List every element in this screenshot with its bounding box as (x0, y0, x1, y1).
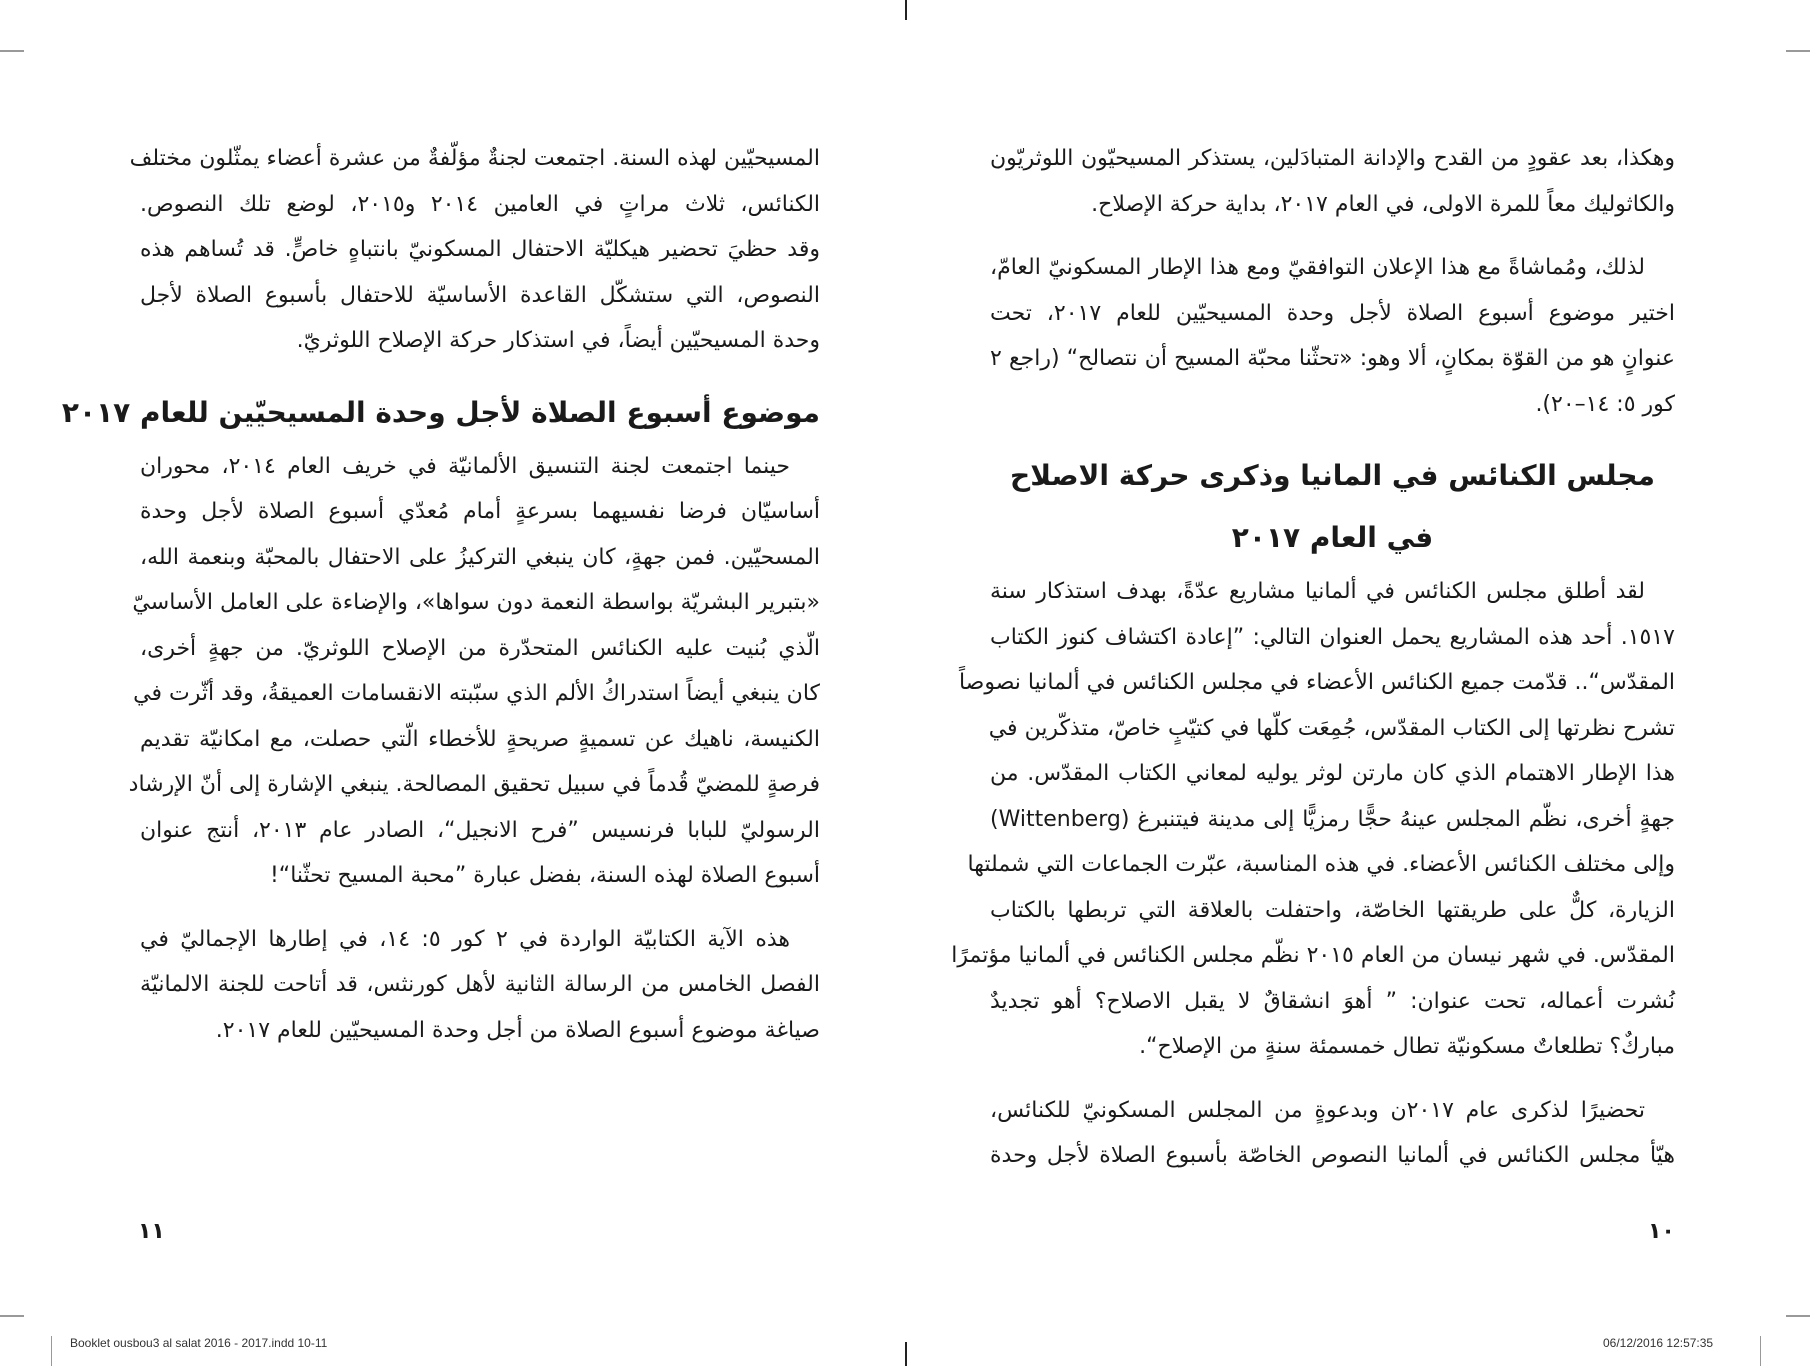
crop-mark (905, 1342, 907, 1366)
text-line: وحدة المسيحيّين أيضاً، في استذكار حركة الإصلاح اللوثريّ. (296, 328, 820, 353)
paragraph (140, 917, 820, 1054)
paragraph (128, 444, 820, 899)
text-line: المقدّس“.. قدّمت جميع الكنائس الأعضاء في مجلس الكنائس في ألمانيا نصوصاً (958, 670, 1675, 695)
section-heading: موضوع أسبوع الصلاة لأجل وحدة المسيحيّين للعام ٢٠١٧ (61, 395, 820, 429)
paragraph (990, 1088, 1675, 1179)
text-line: صياغة موضوع أسبوع الصلاة من أجل وحدة المسيحيّين للعام ٢٠١٧. (215, 1017, 820, 1043)
text-line: كور ٥: ١٤–٢٠). (1535, 391, 1675, 417)
text-line: ١٥١٧. أحد هذه المشاريع يحمل العنوان التالي: ”إعادة اكتشاف كنوز الكتاب (990, 624, 1675, 650)
crop-mark (0, 1315, 24, 1317)
text-line: الكنيسة، ناهيك عن تسميةٍ صريحةٍ للأخطاء الّتي حصلت، مع امكانيّة تقديم (140, 726, 820, 752)
crop-mark (0, 50, 24, 52)
right-page-text (951, 136, 1675, 1197)
text-line: والكاثوليك معاً للمرة الاولى، في العام ٢٠١٧، بداية حركة الإصلاح. (1091, 191, 1675, 217)
left-page-text (61, 136, 821, 1071)
text-line: عنوانٍ هو من القوّة بمكانٍ، ألا وهو: «تحثّنا محبّة المسيح أن نتصالح“ (راجع ٢ (990, 346, 1675, 371)
text-line: الّذي بُنيت عليه الكنائس المتحدّرة من الإصلاح اللوثريّ. من جهةٍ أخرى، (140, 635, 820, 661)
text-line: فرصةٍ للمضيّ قُدماً في سبيل تحقيق المصالحة. ينبغي الإشارة إلى أنّ الإرشاد (128, 772, 820, 797)
text-line: الفصل الخامس من الرسالة الثانية لأهل كورنثس، قد أتاحت للجنة الالمانيّة (140, 972, 820, 997)
text-line: وإلى مختلف الكنائس الأعضاء. في هذه المناسبة، عبّرت الجماعات التي شملتها (967, 852, 1675, 877)
text-line: أساسيّان فرضا نفسيهما بسرعةٍ أمام مُعدّي أسبوع الصلاة لأجل وحدة (140, 499, 820, 524)
section-heading: مجلس الكنائس في المانيا وذكرى حركة الاصلاح (1010, 459, 1655, 492)
text-line: المسحيّين. فمن جهةٍ، كان ينبغي التركيزُ على الاحتفال بالمحبّة وبنعمة الله، (140, 544, 820, 570)
paragraph (990, 245, 1675, 427)
text-line: تشرح نظرتها إلى الكتاب المقدّس، جُمِعَت كلّها في كتيّبٍ خاصّ، متذكّرين في (988, 715, 1675, 741)
paragraph (129, 136, 821, 364)
text-line: تحضيرًا لذكرى عام ٢٠١٧ن وبدعوةٍ من المجلس المسكونيّ للكنائس، (990, 1097, 1645, 1123)
text-line: «بتبرير البشريّة بواسطة النعمة دون سواها»، والإضاءة على العامل الأساسيّ (132, 590, 820, 615)
text-line: هذه الآية الكتابيّة الواردة في ٢ كور ٥: ١٤، في إطارها الإجماليّ في (140, 926, 790, 952)
paragraph (990, 136, 1675, 227)
text-line: وقد حظيَ تحضير هيكليّة الاحتفال المسكونيّ بانتباهٍ خاصٍّ. قد تُساهم هذه (140, 237, 820, 262)
section-heading: في العام ٢٠١٧ (1231, 521, 1434, 554)
text-line: لقد أطلق مجلس الكنائس في ألمانيا مشاريع عدّةً، بهدف استذكار سنة (990, 579, 1645, 604)
text-line: المقدّس. في شهر نيسان من العام ٢٠١٥ نظّم مجلس الكنائس في ألمانيا مؤتمرًا (951, 943, 1675, 968)
text-line: وهكذا، بعد عقودٍ من القدح والإدانة المتبادَلين، يستذكر المسيحيّون اللوثريّون (990, 146, 1675, 171)
text-line: كان ينبغي أيضاً استدراكُ الألم الذي سبّبته الانقسامات العميقةُ، وقد أثّرت في (133, 681, 820, 706)
crop-mark (905, 0, 907, 20)
text-line: مباركٌ؟ تطلعاتٌ مسكونيّة تطال خمسمئة سنةٍ من الإصلاح“. (1139, 1034, 1675, 1059)
page-number-right: ١٠ (1648, 1219, 1675, 1244)
page-number-left: ١١ (138, 1219, 165, 1244)
text-line: جهةٍ أخرى، نظّم المجلس عينهُ حجًّا رمزيًّا إلى مدينة فيتنبرغ (Wittenberg) (990, 806, 1675, 832)
text-line: الكنائس، ثلاث مراتٍ في العامين ٢٠١٤ و٢٠١٥، لوضع تلك النصوص. (140, 191, 821, 217)
paragraph (951, 569, 1675, 1070)
text-line: لذلك، ومُماشاةً مع هذا الإعلان التوافقيّ ومع هذا الإطار المسكونيّ العامّ، (990, 255, 1645, 280)
text-line: الرسوليّ للبابا فرنسيس ”فرح الانجيل“، الصادر عام ٢٠١٣، أنتج عنوان (140, 817, 820, 843)
text-line: هيّأ مجلس الكنائس في ألمانيا النصوص الخاصّة بأسبوع الصلاة لأجل وحدة (990, 1143, 1675, 1168)
text-line: اختير موضوع أسبوع الصلاة لأجل وحدة المسيحيّين للعام ٢٠١٧، تحت (990, 300, 1675, 326)
text-line: هذا الإطار الاهتمام الذي كان مارتن لوثر يوليه لمعاني الكتاب المقدّس. من (990, 761, 1675, 786)
crop-mark (1786, 1315, 1810, 1317)
text-line: نُشرت أعماله، تحت عنوان: ” أهوَ انشقاقٌ لا يقبل الاصلاح؟ أهو تجديدٌ (990, 988, 1675, 1014)
text-line: المسيحيّين لهذه السنة. اجتمعت لجنةٌ مؤلّفةٌ من عشرة أعضاء يمثّلون مختلف (129, 146, 820, 171)
footer-filename: Booklet ousbou3 al salat 2016 - 2017.indd 10-11 (70, 1336, 328, 1350)
text-line: أسبوع الصلاة لهذه السنة، بفضل عبارة ”محبة المسيح تحثّنا“! (269, 863, 820, 888)
text-line: النصوص، التي ستشكّل القاعدة الأساسيّة للاحتفال بأسبوع الصلاة لأجل (140, 282, 820, 308)
text-line: الزيارة، كلٌّ على طريقتها الخاصّة، واحتفلت بالعلاقة التي تربطها بالكتاب (990, 897, 1675, 923)
footer-timestamp: 06/12/2016 12:57:35 (1603, 1336, 1714, 1350)
crop-mark (1786, 50, 1810, 52)
text-line: حينما اجتمعت لجنة التنسيق الألمانيّة في خريف العام ٢٠١٤، محوران (140, 453, 790, 479)
crop-mark (51, 1336, 52, 1366)
crop-mark (1760, 1336, 1761, 1366)
